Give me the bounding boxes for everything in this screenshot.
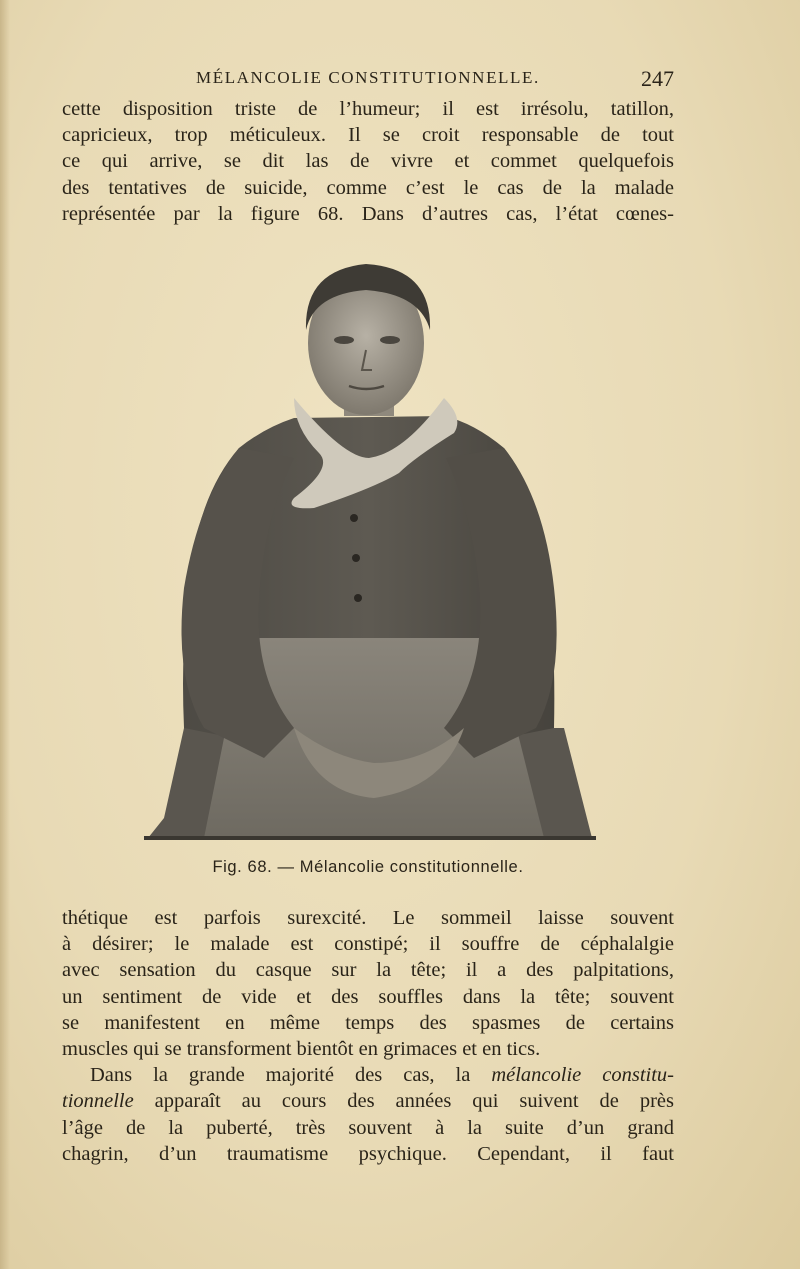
text-line: capricieux, trop méticuleux. Il se croit responsable de tout — [62, 124, 674, 147]
page-number: 247 — [641, 66, 674, 91]
figure-caption: Fig. 68. — Mélancolie constitutionnelle. — [212, 858, 524, 876]
text-line: cette disposition triste de l’humeur; il est irrésolu, tatillon, — [62, 98, 674, 120]
paragraph — [62, 905, 674, 1062]
text-run: apparaît au cours des années qui suivent de près — [133, 1090, 674, 1113]
page-header — [62, 66, 674, 92]
paragraph — [62, 1062, 674, 1167]
text-line: thétique est parfois surexcité. Le sommeil laisse souvent — [62, 907, 674, 929]
text-line: à désirer; le malade est constipé; il souffre de céphalalgie — [62, 933, 674, 956]
text-line: représentée par la figure 68. Dans d’autres cas, l’état cœnes- — [62, 202, 674, 225]
figure-68-photograph — [144, 258, 596, 840]
text-run: Dans la grande majorité des cas, la — [90, 1064, 492, 1087]
portrait-photo-illustration — [144, 258, 596, 840]
text-line: un sentiment de vide et des souffles dans la tête; souvent — [62, 985, 674, 1008]
text-line — [62, 1088, 674, 1114]
text-block-bottom — [62, 905, 674, 1167]
text-line: des tentatives de suicide, comme c’est le cas de la malade — [62, 176, 674, 199]
paragraph-continued — [62, 96, 674, 227]
text-line: muscles qui se transforment bientôt en grimaces et en tics. — [62, 1038, 541, 1061]
text-block-top — [62, 96, 674, 227]
text-line — [62, 1062, 674, 1088]
text-line: l’âge de la puberté, très souvent à la suite d’un grand — [62, 1116, 674, 1139]
text-line: se manifestent en même temps des spasmes de certains — [62, 1011, 674, 1034]
text-line: ce qui arrive, se dit las de vivre et commet quelquefois — [62, 150, 674, 173]
text-line: chagrin, d’un traumatisme psychique. Cependant, il faut — [62, 1142, 674, 1165]
italic-term: mélancolie constitu- — [491, 1064, 674, 1087]
page-edge-shadow — [0, 0, 10, 1269]
running-head: MÉLANCOLIE CONSTITUTIONNELLE. — [196, 68, 540, 87]
italic-term: tionnelle — [62, 1090, 134, 1113]
text-line: avec sensation du casque sur la tête; il a des palpitations, — [62, 959, 674, 982]
